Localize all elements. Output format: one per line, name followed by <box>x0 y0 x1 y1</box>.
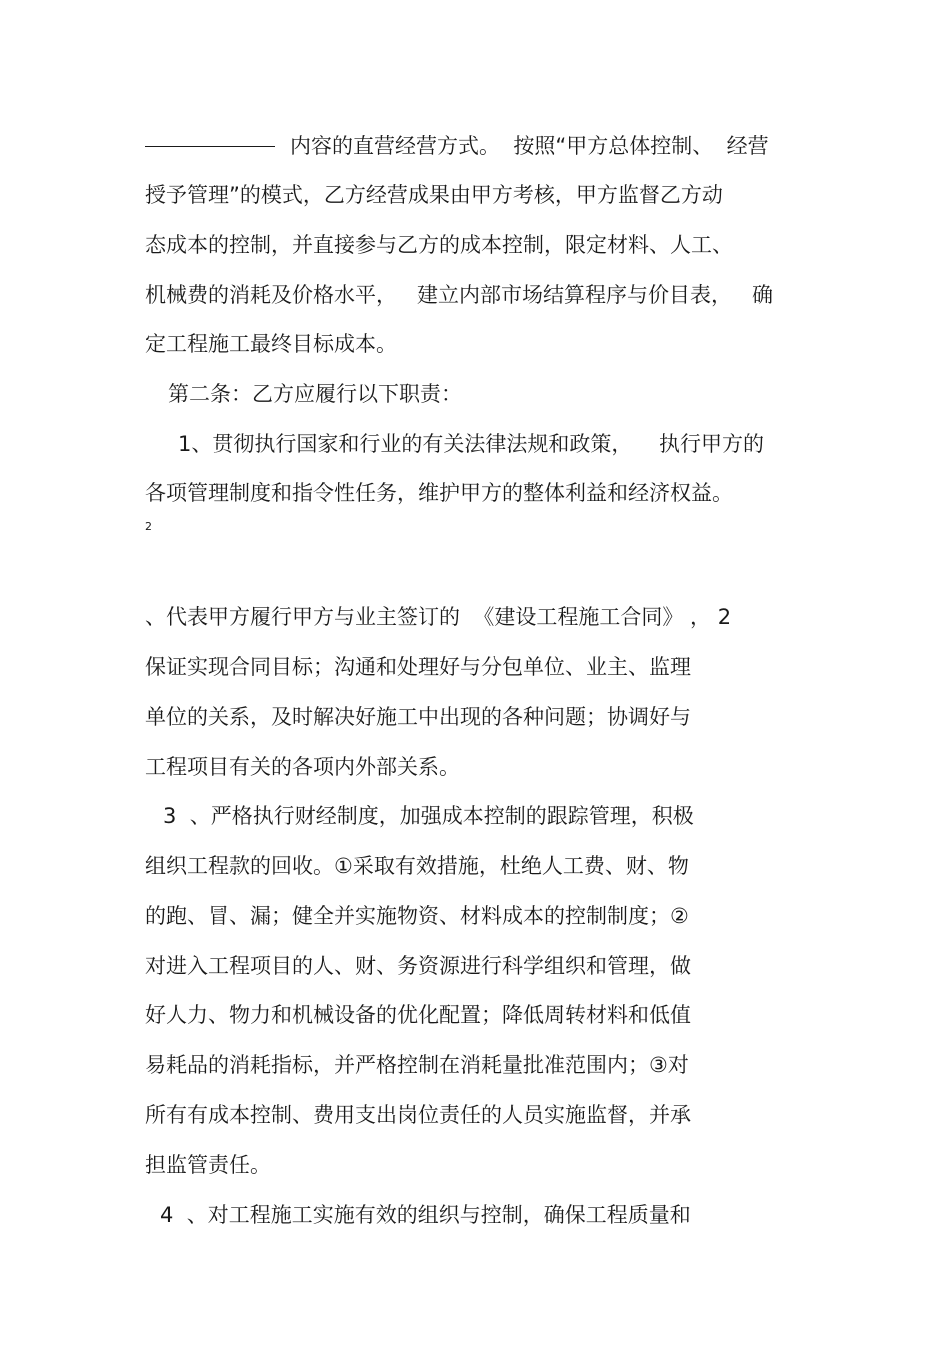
text-line: 态成本的控制，并直接参与乙方的成本控制，限定材料、人工、 <box>145 233 733 257</box>
fill-in-blank-line <box>145 146 275 147</box>
text-line: 授予管理”的模式，乙方经营成果由甲方考核，甲方监督乙方动 <box>145 183 723 207</box>
text-line: 工程项目有关的各项内外部关系。 <box>145 755 460 779</box>
text-line: 4 、对工程施工实施有效的组织与控制，确保工程质量和 <box>160 1203 691 1227</box>
text-line: 担监管责任。 <box>145 1153 271 1177</box>
page-number: 2 <box>145 520 152 533</box>
text-line: 易耗品的消耗指标，并严格控制在消耗量批准范围内；③对 <box>145 1053 689 1077</box>
text-line: 各项管理制度和指令性任务，维护甲方的整体利益和经济权益。 <box>145 481 733 505</box>
text-line: 的跑、冒、漏；健全并实施物资、材料成本的控制制度；② <box>145 904 689 928</box>
text-line: 内容的直营经营方式。 按照“甲方总体控制、 经营 <box>290 134 769 158</box>
text-line: 、代表甲方履行甲方与业主签订的 《建设工程施工合同》 ， 2 <box>145 605 732 629</box>
text-line: 机械费的消耗及价格水平， 建立内部市场结算程序与价目表， 确 <box>145 283 774 307</box>
text-line: 单位的关系，及时解决好施工中出现的各种问题；协调好与 <box>145 705 691 729</box>
text-line: 对进入工程项目的人、财、务资源进行科学组织和管理，做 <box>145 954 691 978</box>
article-heading: 第二条：乙方应履行以下职责： <box>168 382 462 406</box>
text-line: 3 、严格执行财经制度，加强成本控制的跟踪管理，积极 <box>163 804 694 828</box>
text-line: 组织工程款的回收。①采取有效措施，杜绝人工费、财、物 <box>145 854 689 878</box>
text-line: 保证实现合同目标；沟通和处理好与分包单位、业主、监理 <box>145 655 691 679</box>
text-line: 好人力、物力和机械设备的优化配置；降低周转材料和低值 <box>145 1003 691 1027</box>
text-line: 所有有成本控制、费用支出岗位责任的人员实施监督，并承 <box>145 1103 691 1127</box>
text-line: 1、贯彻执行国家和行业的有关法律法规和政策， 执行甲方的 <box>178 432 765 456</box>
text-line: 定工程施工最终目标成本。 <box>145 332 397 356</box>
